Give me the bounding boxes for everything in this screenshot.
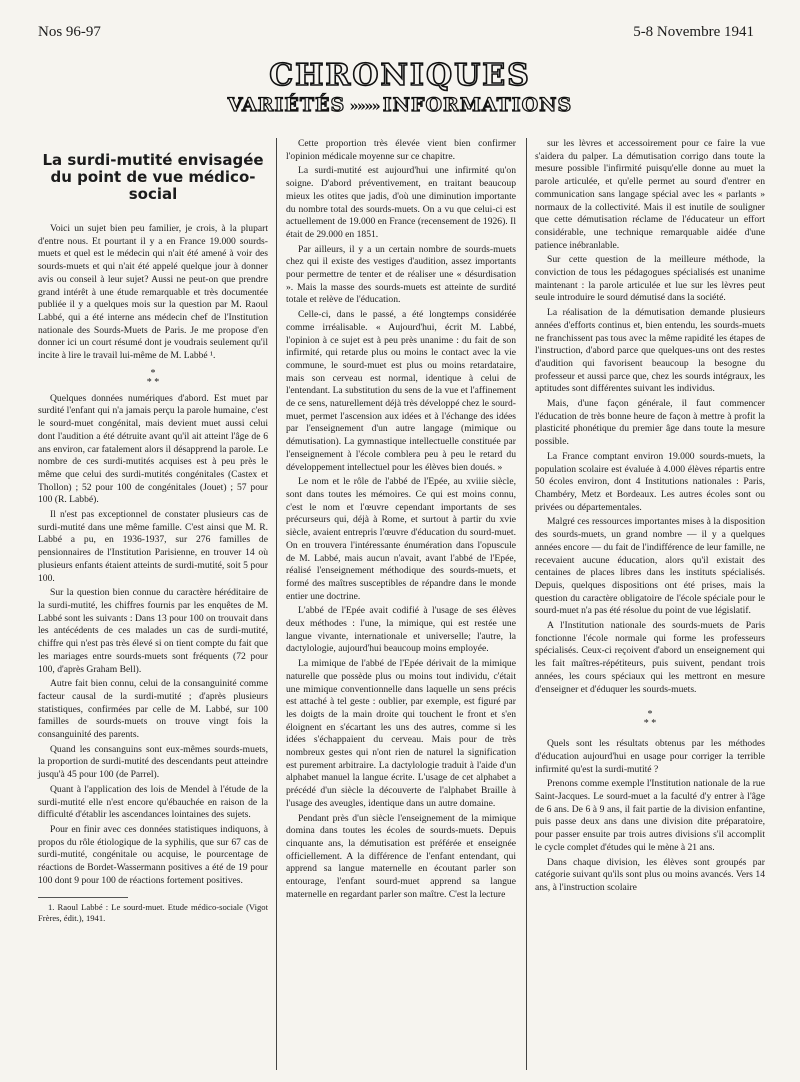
paragraph: sur les lèvres et accessoirement pour ce faire la vue s'aidera du palper. La démutisation corrigo dans toute la mesure possible l'infirmité puisqu'elle donne au muet la parole articulée, et qu'elle permet au sourd d'entrer en communication sans langage spécial avec les « parlants » normaux de la collectivité. Mais il est inutile de souligner que cette démutisation réclame de l'éducateur un effort considérable, une technique remarquable aidée d'une patience inébranlable. <box>535 138 765 251</box>
paragraph: Prenons comme exemple l'Institution nationale de la rue Saint-Jacques. Le sourd-muet a la faculté d'y entrer à l'âge de 6 ans. De 6 à 9 ans, il fait partie de la division enfantine, puis passe deux ans dans une division dite préparatoire, pour passer ensuite par trois autres divisions s'il accomplit le cycle complet d'études qui le mène à 21 ans. <box>535 778 765 853</box>
paragraph: La surdi-mutité est aujourd'hui une infirmité qu'on soigne. D'abord préventivement, en traitant beaucoup mieux les otites que jadis, d'où une diminution importante du nombre total des sourds-muets. On a vu que celui-ci est actuellement de 19.000 en France (recensement de 1926). Il était de 29.000 en 1851. <box>286 165 516 240</box>
subtitle-ornament: »»»» <box>349 97 379 115</box>
paragraph: A l'Institution nationale des sourds-muets de Paris fonctionne l'école normale qui forme les professeurs spécialisés. Ceux-ci reçoivent d'abord un enseignement qui les fait maîtres-répétiteurs, puis suivent, pendant trois années, les cours spéciaux qui les mettront en mesure d'enseigner et d'éduquer les sourds-muets. <box>535 620 765 695</box>
paragraph: Sur cette question de la meilleure méthode, la conviction de tous les pédagogues spécialisés est unanime maintenant : la parole articulée et lue sur les lèvres peut seule introduire le sourd démutisé dans la société. <box>535 254 765 304</box>
column-2 <box>286 138 516 903</box>
issue-number: Nos 96-97 <box>38 24 101 40</box>
paragraph: Dans chaque division, les élèves sont groupés par catégorie suivant qu'ils sont plus ou moins avancés. Vers 14 ans, à l'instruction scolaire <box>535 856 765 893</box>
paragraph: Par ailleurs, il y a un certain nombre de sourds-muets chez qui il existe des vestiges d'audition, assez importants pour permettre de tenter et de réaliser une « désurdisation ». Mais la masse des sourds-muets est atteinte de surdité totale et relève de l'éducation. <box>286 243 516 306</box>
paragraph: Malgré ces ressources importantes mises à la disposition des sourds-muets, un grand nombre — il y a quelques années encore — du fait de l'indifférence de leur famille, ne recevaient aucune éducation, alors qu'il existait des centaines de places libres dans les instituts spécialisés. Depuis, quelques dispositions ont été prises, mais la question du caractère obligatoire de l'école spéciale pour le sourd-muet n'a pas été résolue du point de vue législatif. <box>535 516 765 617</box>
paragraph: Celle-ci, dans le passé, a été longtemps considérée comme irréalisable. « Aujourd'hui, écrit M. Labbé, l'opinion à ce sujet est à peu près unanime : du fait de son infirmité, qui retarde plus ou moins le contact avec la vie commune, le sourd-muet est plus ou moins retardataire, mais son cerveau est normal, identique à celui de l'entendant. La substitution du sens de la vue et l'affinement de ce sens, naturellement déjà très développé chez le sourd-muet, permet l'ascension aux idées et à l'échange des idées par l'enseignement d'un autre langage (mimique ou démutisation). La gymnastique intellectuelle constituée par l'enseignement à l'école comblera peu à peu le retard du développement intellectuel pour les élèves bien doués. » <box>286 309 516 473</box>
paragraph: La France comptant environ 19.000 sourds-muets, la population scolaire est évaluée à 4.000 élèves répartis entre 50 écoles environ, dont 4 Institutions nationales : Paris, Chambéry, Metz et Bordeaux. Les autres écoles sont ou privées ou départementales. <box>535 450 765 513</box>
paragraph: Le nom et le rôle de l'abbé de l'Epée, au xviiie siècle, sont dans toutes les mémoires. Ce qui est moins connu, c'est le nom et l'œuvre cependant importants de ses précurseurs qui, déjà à Rome, et surtout à partir du xvie siècle, avaient entrepris l'œuvre d'éducation du sourd-muet. On en trouvera l'intéressante énumération dans l'opuscule de M. Labbé, mais aucun n'avait, avant l'abbé de l'Epée, réalisé l'enseignement méthodique des sourds-muets, et formé des maîtres susceptibles de répandre dans le monde entier une doctrine. <box>286 476 516 602</box>
paragraph: Pour en finir avec ces données statistiques indiquons, à propos du rôle étiologique de la syphilis, que sur 67 cas de surdi-mutité, congénitale ou acquise, le pourcentage de réactions de Bordet-Wassermann positives a été de 19 pour 100 dont 9 pour 100 de réactions fortement positives. <box>38 823 268 886</box>
column-rule-2 <box>526 138 527 1070</box>
paragraph: L'abbé de l'Epée avait codifié à l'usage de ses élèves deux méthodes : l'une, la mimique, qui est restée une langue vivante, internationale et universelle; l'autre, la dactylologie, aujourd'hui beaucoup moins employée. <box>286 605 516 655</box>
paragraph: Quels sont les résultats obtenus par les méthodes d'éducation aujourd'hui en usage pour corriger la terrible infirmité qu'est la surdi-mutité ? <box>535 738 765 775</box>
paragraph: La réalisation de la démutisation demande plusieurs années d'efforts continus et, bien entendu, les sourds-muets ne franchissent pas tous avec la même rapidité les étapes de l'instruction, d'abord parce que quelques-uns ont des restes d'audition qui favorisent beaucoup la besogne du professeur et aussi parce que, chez les sourds intégraux, les aptitudes sont différentes suivant les individus. <box>535 307 765 395</box>
issue-date: 5-8 Novembre 1941 <box>633 24 754 40</box>
footnote-rule <box>38 897 128 898</box>
section-break-stars: * * * <box>146 367 160 388</box>
paragraph: Autre fait bien connu, celui de la consanguinité comme facteur causal de la surdi-mutité ; d'après plusieurs statistiques, confirmées par celle de M. Labbé, sur 100 familles de sourds-muets on trouve vingt fois la consanguinité des parents. <box>38 678 268 741</box>
column-rule-1 <box>276 138 277 1070</box>
section-break-stars: * * * <box>643 709 657 730</box>
column-1 <box>38 140 268 924</box>
paragraph: Il n'est pas exceptionnel de constater plusieurs cas de surdi-mutité dans une même famille. C'est ainsi que M. R. Labbé a pu, en 1936-1937, sur 276 familles de pensionnaires de l'Institution Parisienne, en trouver 14 où plusieurs enfants étaient atteints de surdi-mutité, soit 5 pour 100. <box>38 509 268 584</box>
section-subtitle <box>0 94 800 116</box>
paragraph: Sur la question bien connue du caractère héréditaire de la surdi-mutité, les chiffres fournis par les enquêtes de M. Labbé sont les suivants : Dans 13 pour 100 on trouvait dans les antécédents de ces malades un cas de surdi-mutité, chiffre qui n'est pas très élevé si on tient compte du fait que les mariages entre sourds-muets sont fréquents (72 pour 100, d'après Graham Bell). <box>38 587 268 675</box>
subtitle-left: VARIÉTÉS <box>227 94 346 116</box>
paragraph: Quelques données numériques d'abord. Est muet par surdité l'enfant qui n'a jamais perçu la parole humaine, c'est le sourd-muet congénital, mais devient muet aussi celui dont l'audition a été détruite avant qu'il ait atteint l'âge de 6 ans environ, car fatalement alors il désapprend la parole. Le nombre de ces surdi-mutités acquises est à peu près le même que celui des surdi-mutités congénitales (Castex et Thollon) ; 52 pour 100 de congénitales (Jouet) ; 57 pour 100 (R. Labbé). <box>38 392 268 506</box>
column-3 <box>535 138 765 897</box>
paragraph: Pendant près d'un siècle l'enseignement de la mimique domina dans toutes les écoles de sourds-muets. Depuis cinquante ans, la démutisation est préférée et enseignée officiellement. A la différence de l'enfant entendant, qui apprend sa langue maternelle en écoutant parler son entourage, l'enfant sourd-muet apprend sa langue maternelle en regardant parler son maître. C'est la lecture <box>286 812 516 900</box>
article-title: La surdi-mutité envisagée du point de vue médico-social <box>42 151 264 203</box>
paragraph: Voici un sujet bien peu familier, je crois, à la plupart d'entre nous. Et pourtant il y a en France 19.000 sourds-muets et quel est le médecin qui n'ait été amené à voir des sourds-muets et qui n'ait été appelé quelque jour à donner avis ou conseil à leur sujet? Aussi ne peut-on que prendre grand intérêt à une étude remarquable et très documentée publiée il y a quelques mois sur la question par M. Raoul Labbé, qui a été interne ans médecin chef de l'Institution nationale des Sourds-Muets de Paris. Je me propose d'en donner ici un court résumé dont je voudrais seulement qu'il incite à lire le travail lui-même de M. Labbé ¹. <box>38 223 268 362</box>
paragraph: La mimique de l'abbé de l'Epée dérivait de la mimique naturelle que possède plus ou moins tout individu, c'était une mimique conventionnelle dans laquelle un sens précis est attaché à tel geste : oublier, par exemple, est figuré par les doigts de la main droite qui touchent le front et s'en éloignent en s'écartant les uns des autres, comme si les idées s'échappaient du cerveau. Mais pour de très nombreux gestes qui n'ont rien de naturel la signification est purement arbitraire. La dactylologie traduit à l'aide d'un alphabet manuel la langue écrite. L'usage de cet alphabet a précédé d'un siècle la découverte de l'alphabet Braille à l'usage des aveugles, identique dans un autre domaine. <box>286 658 516 809</box>
subtitle-right: INFORMATIONS <box>382 94 573 116</box>
footnote: 1. Raoul Labbé : Le sourd-muet. Etude médico-sociale (Vigot Frères, édit.), 1941. <box>38 902 268 924</box>
paragraph: Cette proportion très élevée vient bien confirmer l'opinion médicale moyenne sur ce chapitre. <box>286 138 516 162</box>
paragraph: Quand les consanguins sont eux-mêmes sourds-muets, la proportion de surdi-mutité des descendants peut atteindre jusqu'à 45 pour 100 (de Parrel). <box>38 743 268 781</box>
paragraph: Quant à l'application des lois de Mendel à l'étude de la surdi-mutité elle n'est encore qu'ébauchée en raison de la difficulté d'établir les ascendances lointaines des sujets. <box>38 783 268 821</box>
section-title: CHRONIQUES <box>269 58 531 93</box>
paragraph: Mais, d'une façon générale, il faut commencer l'éducation de très bonne heure de façon à mettre à profit la plasticité phonétique du premier âge dans toute la mesure possible. <box>535 398 765 448</box>
